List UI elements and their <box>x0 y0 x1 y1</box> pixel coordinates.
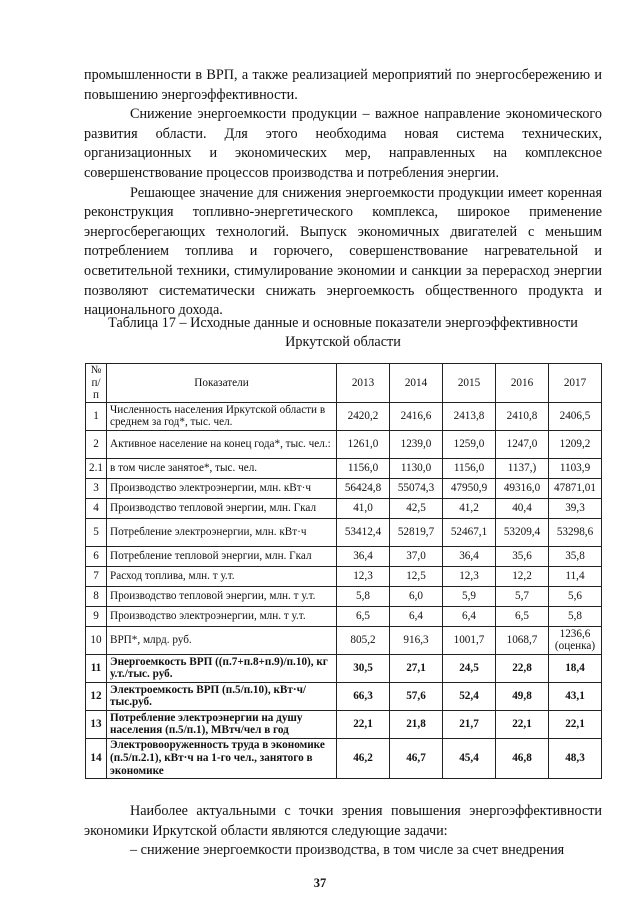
table-caption-line-2: Иркутской области <box>285 334 401 350</box>
row-number: 13 <box>86 710 107 738</box>
table-row <box>86 626 602 654</box>
row-value: 41,2 <box>443 498 496 518</box>
row-value: 48,3 <box>549 738 602 778</box>
row-value: 36,4 <box>337 546 390 566</box>
row-value: 6,4 <box>390 606 443 626</box>
row-value: 1239,0 <box>390 430 443 458</box>
row-value: 11,4 <box>549 566 602 586</box>
row-value: 41,0 <box>337 498 390 518</box>
row-number: 5 <box>86 518 107 546</box>
row-value: 5,8 <box>549 606 602 626</box>
row-label: Потребление электроэнергии на душу населения (п.5/п.1), МВтч/чел в год <box>107 710 337 738</box>
row-value: 52467,1 <box>443 518 496 546</box>
table-row <box>86 606 602 626</box>
row-value: 47950,9 <box>443 478 496 498</box>
row-label: Электроемкость ВРП (п.5/п.10), кВт·ч/тыс.руб. <box>107 682 337 710</box>
header-year: 2015 <box>443 364 496 403</box>
page-number: 37 <box>313 876 327 890</box>
header-number: № п/п <box>86 364 107 403</box>
table-row <box>86 546 602 566</box>
row-value: 1001,7 <box>443 626 496 654</box>
row-value-estimate <box>549 626 602 654</box>
row-value: 57,6 <box>390 682 443 710</box>
row-value: 39,3 <box>549 498 602 518</box>
energy-efficiency-table <box>85 363 602 779</box>
row-value: 35,8 <box>549 546 602 566</box>
row-value: 42,5 <box>390 498 443 518</box>
row-value: 1137,) <box>496 458 549 478</box>
row-value: 53412,4 <box>337 518 390 546</box>
table-caption-line-1: Таблица 17 – Исходные данные и основные показатели энергоэффективности <box>108 315 578 331</box>
row-label: ВРП*, млрд. руб. <box>107 626 337 654</box>
header-year: 2013 <box>337 364 390 403</box>
paragraph-tasks: Наиболее актуальными с точки зрения повышения энергоэффективности экономики Иркутской области являются следующие задачи: <box>84 803 602 839</box>
table-row <box>86 498 602 518</box>
row-value: 5,6 <box>549 586 602 606</box>
paragraph-reconstruction: Решающее значение для снижения энергоемкости продукции имеет коренная реконструкция топливно-энергетического комплекса, широкое применение энергосберегающих технологий. Выпуск экономичных двигателей с меньшим потреблением топлива и горючего, совершенствование нагревательной и осветительной техники, стимулирование экономии и санкции за перерасход энергии позволяют систематически снижать энергоемкость общественного продукта и национального дохода. <box>84 184 602 319</box>
row-value: 66,3 <box>337 682 390 710</box>
row-number: 1 <box>86 402 107 430</box>
row-value: 37,0 <box>390 546 443 566</box>
row-value: 30,5 <box>337 654 390 682</box>
row-value: 21,7 <box>443 710 496 738</box>
table-caption <box>84 314 602 352</box>
row-value: 6,4 <box>443 606 496 626</box>
row-value: 5,9 <box>443 586 496 606</box>
outro-text <box>84 802 602 861</box>
header-year: 2014 <box>390 364 443 403</box>
row-label: Численность населения Иркутской области в среднем за год*, тыс. чел. <box>107 402 337 430</box>
row-number: 7 <box>86 566 107 586</box>
row-value: 24,5 <box>443 654 496 682</box>
row-value: 43,1 <box>549 682 602 710</box>
row-value: 1236,6 <box>559 627 591 640</box>
row-label: Производство электроэнергии, млн. т у.т. <box>107 606 337 626</box>
row-value: 18,4 <box>549 654 602 682</box>
table-row <box>86 458 602 478</box>
row-number: 10 <box>86 626 107 654</box>
row-value: 46,2 <box>337 738 390 778</box>
row-value: 12,5 <box>390 566 443 586</box>
row-value: 27,1 <box>390 654 443 682</box>
row-value: 22,1 <box>549 710 602 738</box>
header-year: 2016 <box>496 364 549 403</box>
row-label: Активное население на конец года*, тыс. чел.: <box>107 430 337 458</box>
paragraph-continuation: промышленности в ВРП, а также реализацией мероприятий по энергосбережению и повышению энергоэффективности. <box>84 67 602 103</box>
row-number: 14 <box>86 738 107 778</box>
table-row <box>86 518 602 546</box>
row-value: 47871,01 <box>549 478 602 498</box>
row-value: 1068,7 <box>496 626 549 654</box>
table-row <box>86 586 602 606</box>
row-value: 49,8 <box>496 682 549 710</box>
row-label: в том числе занятое*, тыс. чел. <box>107 458 337 478</box>
row-value: 46,8 <box>496 738 549 778</box>
row-value: 12,2 <box>496 566 549 586</box>
row-value: 55074,3 <box>390 478 443 498</box>
row-value: 35,6 <box>496 546 549 566</box>
row-value: 6,0 <box>390 586 443 606</box>
row-value: 1156,0 <box>337 458 390 478</box>
table-row <box>86 654 602 682</box>
row-value: 916,3 <box>390 626 443 654</box>
header-indicator: Показатели <box>107 364 337 403</box>
row-value: 1156,0 <box>443 458 496 478</box>
row-value: 1103,9 <box>549 458 602 478</box>
row-number: 2 <box>86 430 107 458</box>
row-label: Производство тепловой энергии, млн. Гкал <box>107 498 337 518</box>
row-value: 53298,6 <box>549 518 602 546</box>
row-number: 12 <box>86 682 107 710</box>
row-label: Энергоемкость ВРП ((п.7+п.8+п.9)/п.10), кг у.т./тыс. руб. <box>107 654 337 682</box>
row-number: 2.1 <box>86 458 107 478</box>
intro-text <box>84 66 602 321</box>
row-value: 56424,8 <box>337 478 390 498</box>
row-label: Потребление тепловой энергии, млн. Гкал <box>107 546 337 566</box>
row-label: Производство тепловой энергии, млн. т у.т. <box>107 586 337 606</box>
row-value: 2410,8 <box>496 402 549 430</box>
table-row <box>86 430 602 458</box>
row-value: 49316,0 <box>496 478 549 498</box>
row-value: 45,4 <box>443 738 496 778</box>
row-value: 2416,6 <box>390 402 443 430</box>
row-number: 8 <box>86 586 107 606</box>
table-row <box>86 710 602 738</box>
row-number: 9 <box>86 606 107 626</box>
estimate-note: (оценка) <box>554 640 596 653</box>
table-header-row <box>86 364 602 403</box>
row-value: 40,4 <box>496 498 549 518</box>
row-value: 53209,4 <box>496 518 549 546</box>
row-label: Расход топлива, млн. т у.т. <box>107 566 337 586</box>
table-row <box>86 738 602 778</box>
row-value: 5,8 <box>337 586 390 606</box>
table-row <box>86 478 602 498</box>
row-value: 12,3 <box>337 566 390 586</box>
row-value: 21,8 <box>390 710 443 738</box>
row-label: Производство электроэнергии, млн. кВт·ч <box>107 478 337 498</box>
row-value: 46,7 <box>390 738 443 778</box>
row-value: 52819,7 <box>390 518 443 546</box>
row-label: Электровооруженность труда в экономике (п.5/п.2.1), кВт·ч на 1-го чел., занятого в экономике <box>107 738 337 778</box>
row-value: 22,1 <box>337 710 390 738</box>
row-value: 5,7 <box>496 586 549 606</box>
row-value: 1259,0 <box>443 430 496 458</box>
row-value: 52,4 <box>443 682 496 710</box>
row-value: 2413,8 <box>443 402 496 430</box>
header-year: 2017 <box>549 364 602 403</box>
row-number: 4 <box>86 498 107 518</box>
row-number: 6 <box>86 546 107 566</box>
row-value: 6,5 <box>337 606 390 626</box>
paragraph-task-item: – снижение энергоемкости производства, в том числе за счет внедрения <box>130 842 565 859</box>
row-number: 3 <box>86 478 107 498</box>
row-value: 2420,2 <box>337 402 390 430</box>
row-value: 1209,2 <box>549 430 602 458</box>
table-row <box>86 566 602 586</box>
row-value: 22,1 <box>496 710 549 738</box>
row-value: 1247,0 <box>496 430 549 458</box>
table-row <box>86 682 602 710</box>
paragraph-energy-intensity: Снижение энергоемкости продукции – важное направление экономического развития области. Для этого необходима новая система технических, организационных и экономических мер, направленных на комплексное совершенствование процессов производства и потребления энергии. <box>84 106 602 181</box>
row-value: 6,5 <box>496 606 549 626</box>
row-value: 22,8 <box>496 654 549 682</box>
table-row <box>86 402 602 430</box>
row-label: Потребление электроэнергии, млн. кВт·ч <box>107 518 337 546</box>
row-value: 2406,5 <box>549 402 602 430</box>
row-number: 11 <box>86 654 107 682</box>
row-value: 1130,0 <box>390 458 443 478</box>
row-value: 12,3 <box>443 566 496 586</box>
row-value: 805,2 <box>337 626 390 654</box>
row-value: 1261,0 <box>337 430 390 458</box>
row-value: 36,4 <box>443 546 496 566</box>
